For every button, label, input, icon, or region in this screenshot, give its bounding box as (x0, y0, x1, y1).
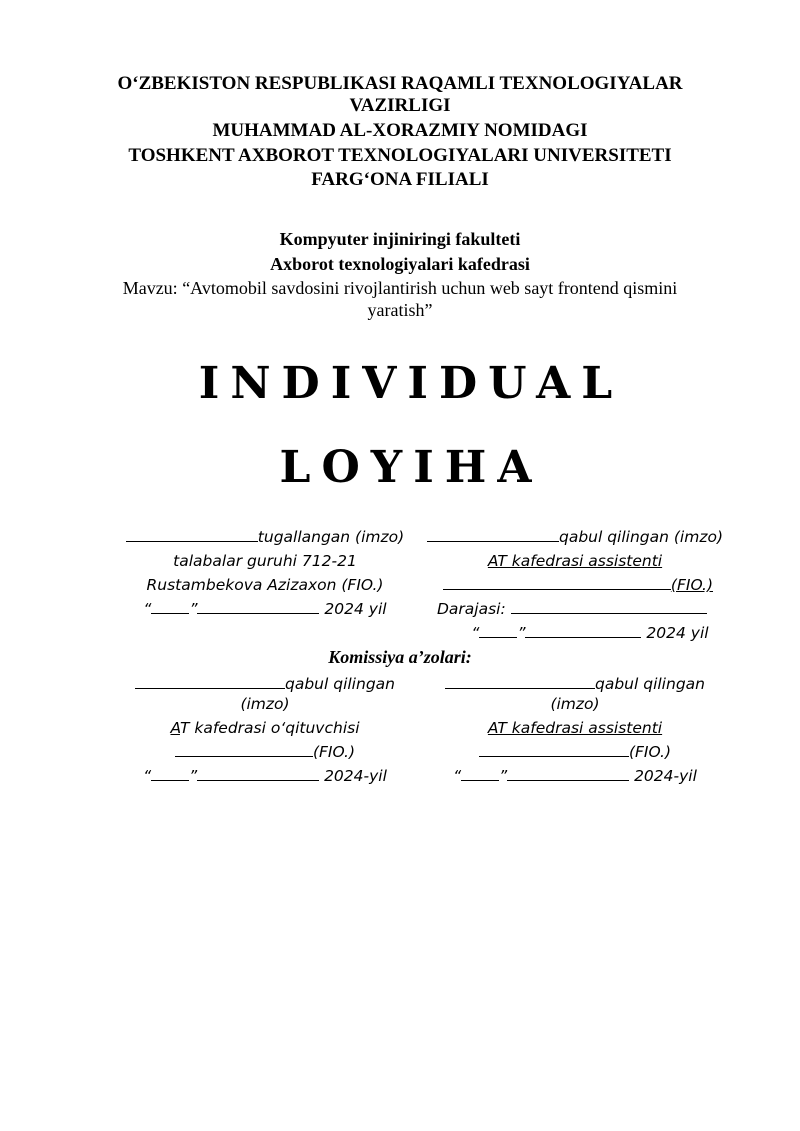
fio-line (175, 741, 313, 757)
student-sign-row (120, 525, 410, 549)
title-loyiha: LOYIHA (279, 442, 543, 493)
commission-label: Komissiya a’zolari: (328, 647, 472, 667)
reviewer-date-row: “ ” 2024 yil (471, 624, 709, 642)
reviewer-sign-row (425, 525, 725, 549)
member1-fio-row: (FIO.) (120, 740, 410, 764)
faculty: Kompyuter injiniringi fakulteti (279, 229, 521, 249)
month-line (197, 765, 319, 781)
topic-line-1: Mavzu: “Avtomobil savdosini rivojlantirish uchun web sayt frontend qismini (122, 278, 678, 298)
reviewer-role: AT kafedrasi assistenti (487, 552, 663, 570)
student-name: Rustambekova Azizaxon (FIO.) (146, 576, 384, 594)
reviewer-sign-label: qabul qilingan (imzo) (558, 528, 724, 546)
commission-member-2 (430, 672, 720, 788)
month-line (197, 598, 319, 614)
day-line (461, 765, 499, 781)
ministry-line-1: O‘ZBEKISTON RESPUBLIKASI RAQAMLI TEXNOLOGIYALAR (117, 73, 683, 94)
member2-date-row: “ ” 2024-yil (453, 767, 697, 785)
day-line (151, 598, 189, 614)
fio-line (443, 574, 671, 590)
reviewer-fio-row (425, 573, 725, 597)
signature-line (445, 673, 595, 689)
student-sign-label: tugallangan (imzo) (257, 528, 405, 546)
reviewer-year: 2024 yil (641, 624, 709, 642)
ministry-line-2: VAZIRLIGI (349, 95, 451, 116)
month-line (525, 622, 641, 638)
student-year: 2024 yil (319, 600, 387, 618)
branch-line: FARG‘ONA FILIALI (311, 169, 489, 190)
grade-line (511, 598, 707, 614)
day-line (479, 622, 517, 638)
member2-imzo: (imzo) (550, 695, 600, 713)
department: Axborot texnologiyalari kafedrasi (270, 254, 530, 274)
member2-role: AT kafedrasi assistenti (487, 719, 663, 737)
member2-sign-row: qabul qilingan (430, 672, 720, 696)
student-date-row: “ ” 2024 yil (143, 600, 387, 618)
commission-member-1 (120, 672, 410, 788)
member2-fio-row: (FIO.) (430, 740, 720, 764)
signature-line (427, 526, 559, 542)
member1-date-row: “ ” 2024-yil (143, 767, 387, 785)
reviewer-grade-row (425, 597, 725, 621)
university-line-2: TOSHKENT AXBOROT TEXNOLOGIYALARI UNIVERSITETI (128, 145, 672, 166)
student-block (120, 525, 410, 621)
month-line (507, 765, 629, 781)
fio-line (479, 741, 629, 757)
member1-sign-row: qabul qilingan (120, 672, 410, 696)
reviewer-block (425, 525, 725, 645)
grade-label: Darajasi: (437, 600, 511, 618)
member1-role: AT kafedrasi o‘qituvchisi (170, 719, 360, 737)
member1-imzo: (imzo) (240, 695, 290, 713)
university-line-1: MUHAMMAD AL-XORAZMIY NOMIDAGI (212, 120, 588, 141)
title-individual: INDIVIDUAL (198, 358, 624, 409)
reviewer-fio: (FIO.) (670, 576, 713, 594)
day-line (151, 765, 189, 781)
signature-line (126, 526, 258, 542)
student-group: talabalar guruhi 712-21 (173, 552, 357, 570)
signature-line (135, 673, 285, 689)
topic-line-2: yaratish” (367, 300, 433, 320)
